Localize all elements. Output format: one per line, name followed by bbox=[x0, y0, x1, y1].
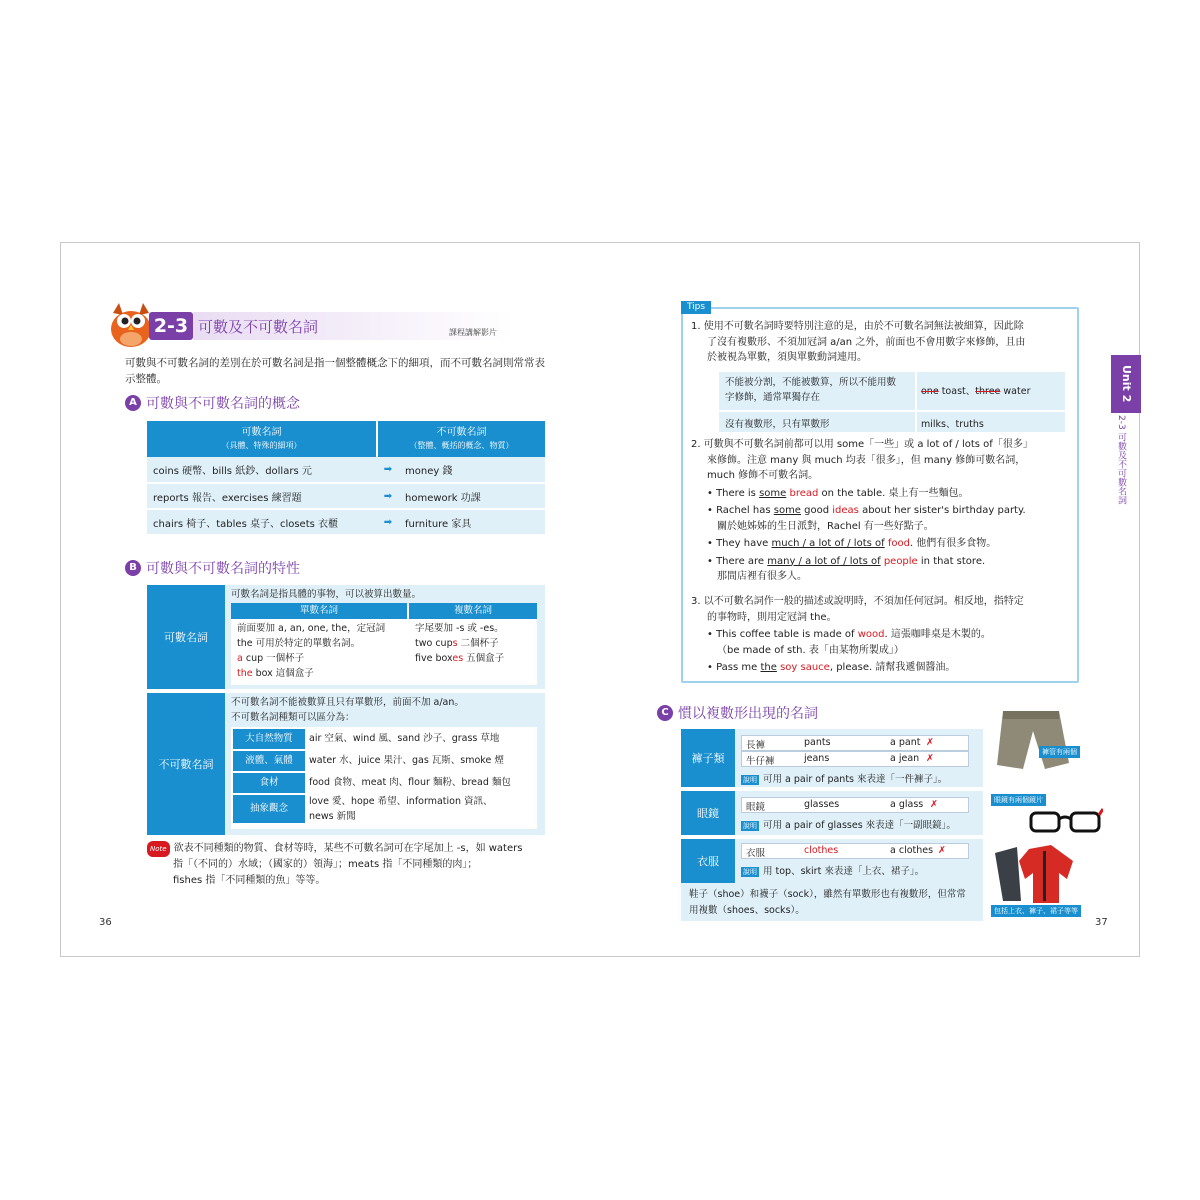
subheading-a-title: 可數與不可數名詞的概念 bbox=[146, 396, 300, 412]
word-row: 衣服 clothes a clothes ✗ bbox=[741, 843, 969, 859]
group-label: 衣服 bbox=[681, 839, 735, 883]
countable-label: 可數名詞 bbox=[147, 585, 225, 689]
unit-tab[interactable]: Unit 2 bbox=[1111, 355, 1141, 413]
group-label: 褲子類 bbox=[681, 729, 735, 787]
section-number: 2-3 bbox=[149, 312, 193, 340]
note-badge: Note bbox=[147, 841, 170, 857]
explanation: 說明 可用 a pair of glasses 來表達「一副眼鏡」。 bbox=[743, 820, 956, 831]
explanation: 說明 可用 a pair of pants 來表達「一件褲子」。 bbox=[743, 774, 948, 785]
table-row: reports 報告、exercises 練習題 ➡ homework 功課 bbox=[147, 483, 545, 509]
explanation: 說明 用 top、skirt 來表達「上衣、裙子」。 bbox=[743, 866, 925, 877]
word-row: 長褲 pants a pant ✗ bbox=[741, 735, 969, 751]
tips-tab: Tips bbox=[681, 301, 711, 314]
tip-2: 2. 可數與不可數名詞前都可以用 some「一些」或 a lot of / lots of「很多」 來修飾。注意 many 與 much 均表「很多」，但 many 修飾可數名詞， much 修飾不可數名詞。 • There is some bread on the table. 桌上有一些麵包。 • Rachel has some good ideas about her sister's birthday party. 關於她姊姊的生日派對，Rachel 有一些好點子。 • They have much / a lot of / lots of food. 他們有很多食物。 • There are many / a lot of / lots of people in that store. 那間店裡有很多人。 bbox=[691, 439, 1033, 582]
arrow-icon: ➡ bbox=[377, 483, 399, 509]
arrow-icon: ➡ bbox=[377, 509, 399, 535]
caption-glasses: 眼鏡有兩個鏡片 bbox=[991, 794, 1046, 806]
concept-table bbox=[147, 421, 545, 536]
word-row: 牛仔褲 jeans a jean ✗ bbox=[741, 751, 969, 767]
cross-icon: ✗ bbox=[938, 845, 946, 856]
subheading-b-title: 可數與不可數名詞的特性 bbox=[146, 561, 300, 577]
table-row: chairs 椅子、tables 桌子、closets 衣櫃 ➡ furniture 家具 bbox=[147, 509, 545, 535]
caption-pants: 褲管有兩個 bbox=[1039, 746, 1080, 758]
explain-badge: 說明 bbox=[743, 822, 757, 830]
properties-block bbox=[147, 585, 545, 835]
subheading-c-title: 慣以複數形出現的名詞 bbox=[678, 706, 818, 722]
countable-desc: 可數名詞是指具體的事物，可以被算出數量。 bbox=[231, 589, 422, 600]
note-text: Note 欲表不同種類的物質、食材等時，某些不可數名詞可在字尾加上 -s，如 waters 指「（不同的）水域；（國家的）領海」；meats 指「不同種類的肉」； fishes 指「不同種類的魚」等等。 bbox=[147, 841, 547, 889]
countable-header: 可數名詞 （具體、特殊的細項） bbox=[147, 421, 377, 457]
left-page bbox=[61, 243, 601, 956]
group-label: 眼鏡 bbox=[681, 791, 735, 835]
tip-1-table: 不能被分割，不能被數算，所以不能用數 字修飾，通常單獨存在 one toast、three water 沒有複數形，只有單數形 milks、truths bbox=[719, 372, 1065, 432]
intro-text: 可數與不可數名詞的差別在於可數名詞是指一個整體概念下的細項，而不可數名詞則常常表示整體。 bbox=[125, 357, 545, 385]
subheading-b bbox=[125, 558, 300, 578]
footnote: 鞋子（shoe）和襪子（sock），雖然有單數形也有複數形，但常常 用複數（shoes、socks）。 bbox=[689, 889, 966, 916]
uncountable-desc-2: 不可數名詞種類可以區分為： bbox=[231, 712, 355, 723]
cross-icon: ✗ bbox=[930, 799, 938, 810]
word-row: 眼鏡 glasses a glass ✗ bbox=[741, 797, 969, 813]
video-note[interactable]: 課程講解影片 bbox=[449, 328, 497, 337]
glasses-image bbox=[1027, 805, 1103, 837]
subheading-a bbox=[125, 393, 300, 413]
page-number-left: 36 bbox=[99, 917, 112, 928]
caption-clothes: 包括上衣、褲子、裙子等等 bbox=[991, 905, 1081, 917]
tip-3: 3. 以不可數名詞作一般的描述或說明時，不須加任何冠詞。相反地，指特定 的事物時，則用定冠詞 the。 • This coffee table is made of wood. 這張咖啡桌是木製的。 （be made of sth. 表「由某物所製成」） • Pass me the soy sauce, please. 請幫我遞個醬油。 bbox=[691, 596, 1024, 673]
book-spread bbox=[60, 242, 1140, 957]
explain-badge: 說明 bbox=[743, 868, 757, 876]
badge-b: B bbox=[125, 560, 141, 576]
singular-plural-table: 單數名詞 複數名詞 前面要加 a, an, one, the，定冠詞 the 可用於特定的單數名詞。 a cup 一個杯子 the box 這個盒子 字尾要加 -s 或 -es。 two cups 二個杯子 five boxes 五個盒子 bbox=[231, 603, 537, 685]
clothes-image bbox=[989, 843, 1077, 905]
page-number-right: 37 bbox=[1095, 917, 1108, 928]
uncountable-types: 大自然物質 air 空氣、wind 風、sand 沙子、grass 草地 液體、氣體 water 水、juice 果汁、gas 瓦斯、smoke 煙 食材 food 食物、meat 肉、flour 麵粉、bread 麵包 抽象觀念 love 愛、hope 希望、information 資訊、 news 新聞 bbox=[231, 727, 537, 829]
section-title: 可數及不可數名詞 bbox=[198, 318, 319, 336]
subheading-c bbox=[657, 703, 818, 723]
badge-a: A bbox=[125, 395, 141, 411]
right-page bbox=[601, 243, 1141, 956]
explain-badge: 說明 bbox=[743, 776, 757, 784]
cross-icon: ✗ bbox=[926, 753, 934, 764]
uncountable-desc-1: 不可數名詞不能被數算且只有單數形，前面不加 a/an。 bbox=[231, 697, 464, 708]
unit-subtitle: 2-3 可數及不可數名詞 bbox=[1116, 415, 1126, 505]
badge-c: C bbox=[657, 705, 673, 721]
pants-image bbox=[989, 707, 1075, 773]
plural-nouns-block bbox=[681, 729, 983, 921]
cross-icon: ✗ bbox=[926, 737, 934, 748]
tips-box bbox=[681, 307, 1079, 683]
uncountable-label: 不可數名詞 bbox=[147, 693, 225, 835]
table-row: coins 硬幣、bills 紙鈔、dollars 元 ➡ money 錢 bbox=[147, 457, 545, 483]
tip-1: 1. 使用不可數名詞時要特別注意的是，由於不可數名詞無法被細算，因此除 了沒有複數形、不須加冠詞 a/an 之外，前面也不會用數字來修飾，且由 於被視為單數，須與單數動詞連用。 bbox=[691, 321, 1026, 363]
uncountable-header: 不可數名詞 （整體、概括的概念、物質） bbox=[377, 421, 545, 457]
arrow-icon: ➡ bbox=[377, 457, 399, 483]
